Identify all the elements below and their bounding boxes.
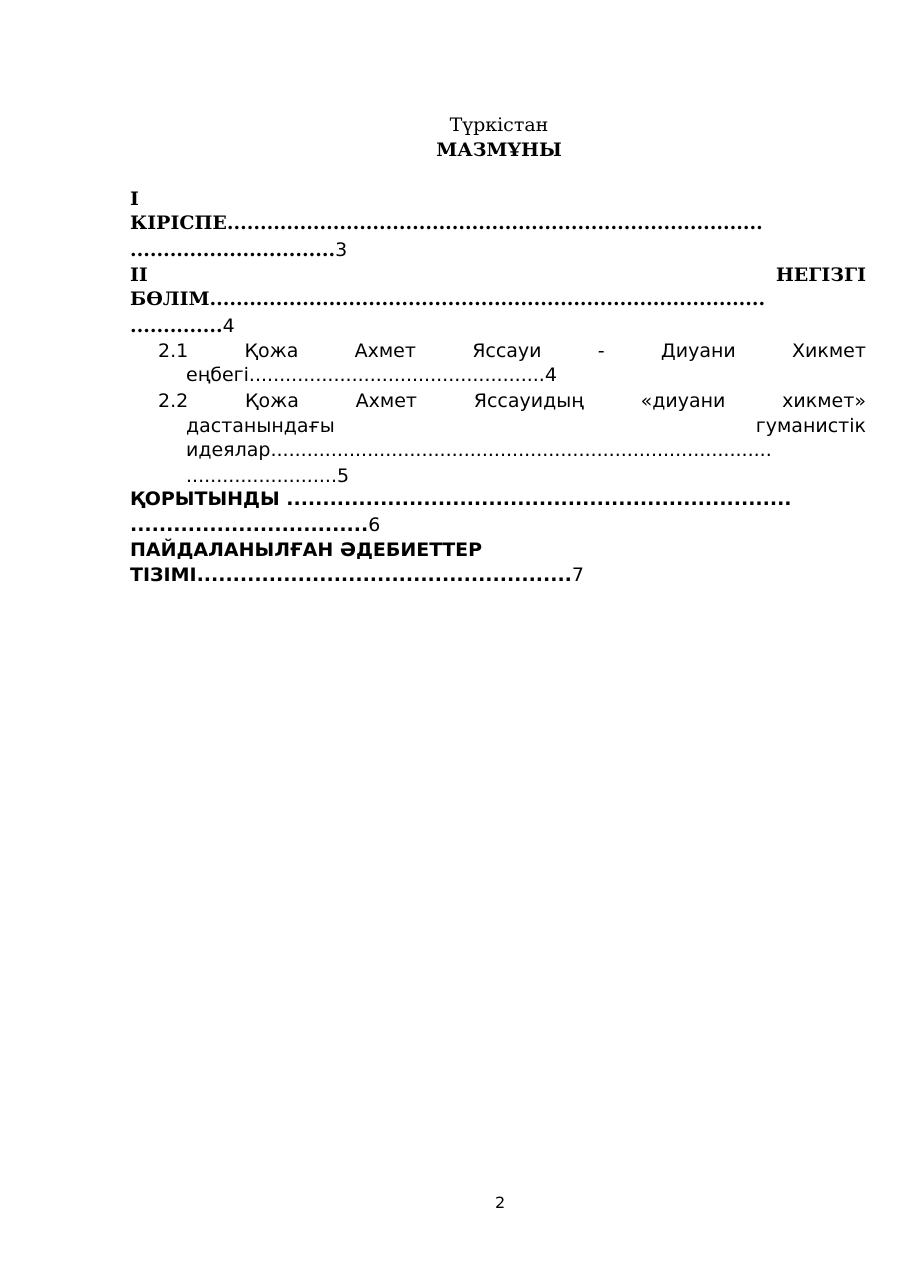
toc-sub1-leader: еңбегі.................................................4 — [186, 364, 557, 386]
toc-references-title: ПАЙДАЛАНЫЛҒАН ӘДЕБИЕТТЕР — [130, 539, 483, 561]
toc-sub2-heading: 2.2 Қожа Ахмет Яссауидың «диуани хикмет» — [158, 390, 866, 412]
toc-conclusion-page: 6 — [368, 514, 381, 536]
toc-conclusion-title: ҚОРЫТЫНДЫ ...................................................................... — [130, 490, 792, 509]
page-number: 2 — [495, 1193, 506, 1212]
toc-intro-title: КІРІСПЕ................................................................................. — [130, 214, 763, 233]
page-title: МАЗМҰНЫ — [436, 139, 562, 161]
toc-sub2-line2: дастанындағы гуманистік — [186, 415, 866, 437]
toc-sub2-line3: идеялар................................................................................... — [186, 441, 772, 460]
toc-sub2-leader: .........................5 — [186, 465, 350, 487]
toc-main-title: БӨЛІМ.................................................................................... — [130, 290, 766, 309]
toc-main-numeral: II — [130, 264, 148, 286]
toc-intro-page: 3 — [335, 239, 348, 261]
toc-main-label: НЕГІЗГІ — [775, 264, 866, 286]
toc-references-page: 7 — [571, 564, 584, 586]
toc-main-leader: ..............4 — [130, 315, 235, 337]
toc-intro-numeral: I — [130, 188, 139, 210]
toc-references-leader: ТІЗІМІ....................................................7 — [130, 564, 584, 586]
toc-conclusion-leader: .................................6 — [130, 514, 381, 536]
toc-sub2-number: 2.2 — [158, 390, 189, 412]
toc-sub1-number: 2.1 — [158, 340, 189, 362]
toc-main-heading — [130, 266, 866, 285]
toc-intro-leader: ...............................3 — [130, 239, 348, 261]
toc-sub1-page: 4 — [544, 364, 557, 386]
toc-sub1-heading: 2.1 Қожа Ахмет Яссауи - Диуани Хикмет — [158, 340, 866, 362]
toc-main-page: 4 — [222, 315, 235, 337]
city-heading: Түркістан — [449, 114, 549, 136]
toc-sub2-page: 5 — [337, 465, 350, 487]
